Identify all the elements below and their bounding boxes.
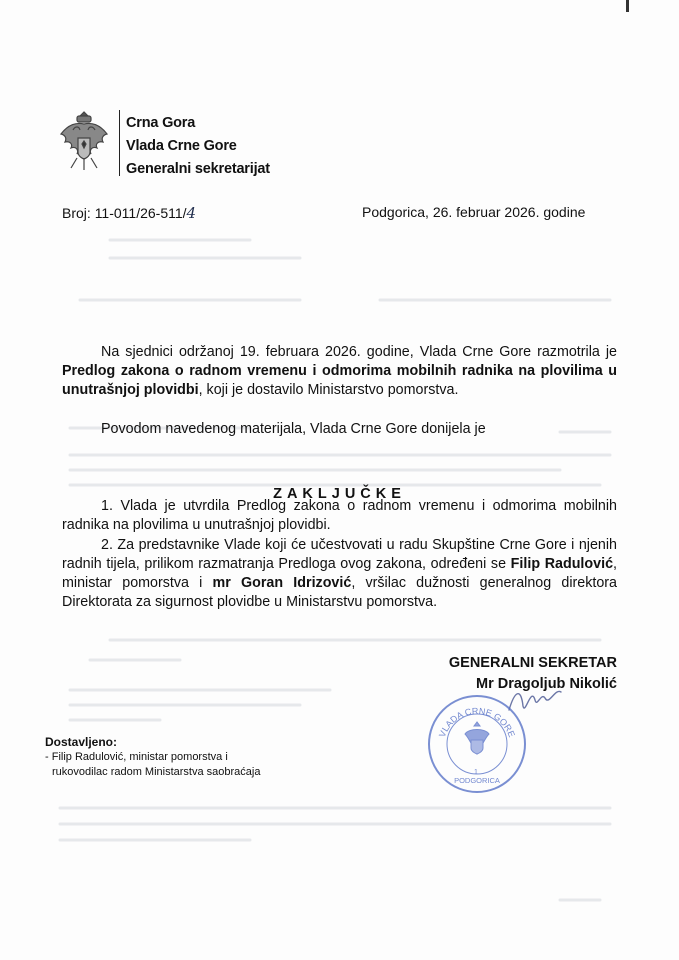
- letterhead-country: Crna Gora: [126, 115, 196, 131]
- document-title: ZAKLJUČKE: [273, 486, 406, 502]
- signatory-name: Mr Dragoljub Nikolić: [476, 676, 617, 692]
- stamp-city: PODGORICA: [454, 776, 500, 785]
- letterhead-secretariat: Generalni sekretarijat: [126, 161, 270, 177]
- letterhead-government: Vlada Crne Gore: [126, 138, 237, 154]
- delivered-to-line-2: rukovodilac radom Ministarstva saobraćaja: [52, 766, 261, 778]
- header-divider: [119, 110, 120, 176]
- decision-intro: Povodom navedenog materijala, Vlada Crne Gore donijela je: [101, 421, 486, 437]
- bill-title: Predlog zakona o radnom vremenu i odmorima mobilnih radnika na plovilima u unutrašnjoj plovidbi: [62, 363, 617, 398]
- stamp-text: VLADA CRNE GORE: [437, 705, 517, 739]
- reference-value: 11-011/26-511/: [94, 205, 187, 221]
- intro-paragraph: Na sjednici održanoj 19. februara 2026. godine, Vlada Crne Gore razmotrila je Predlog zakona o radnom vremenu i odmorima mobilnih radnika na plovilima u unutrašnjoj plovidbi, koji je dostavilo Ministarstvo pomorstva.: [62, 344, 617, 398]
- coat-of-arms-icon: [55, 108, 113, 176]
- delivered-to-heading: Dostavljeno:: [45, 735, 118, 749]
- official-stamp-icon: [425, 692, 529, 796]
- place-date: Podgorica, 26. februar 2026. godine: [362, 204, 586, 220]
- conclusion-2: 2. Za predstavnike Vlade koji će učestvovati u radu Skupštine Crne Gore i njenih radnih tijela, prilikom razmatranja Predloga ovog zakona, određeni se Filip Radulović, ministar pomorstva i mr Goran Idrizović, vršilac dužnosti generalnog direktora Direktorata za sigurnost plovidbe u Ministarstvu pomorstva.: [62, 537, 618, 610]
- delivered-to-line-1: - Filip Radulović, ministar pomorstva i: [45, 751, 228, 763]
- conclusion-1: 1. Vlada je utvrdila Predlog zakona o radnom vremenu i odmorima mobilnih radnika na plovilima u unutrašnjoj plovidbi.: [62, 498, 617, 533]
- stamp-number: 1: [474, 769, 478, 776]
- letterhead: [126, 112, 270, 181]
- delivered-to: [45, 735, 260, 780]
- reference-handwritten: 4: [186, 204, 197, 222]
- reference-number: [62, 204, 196, 222]
- reference-label: Broj:: [62, 205, 91, 221]
- signatory-title: GENERALNI SEKRETAR: [448, 655, 617, 671]
